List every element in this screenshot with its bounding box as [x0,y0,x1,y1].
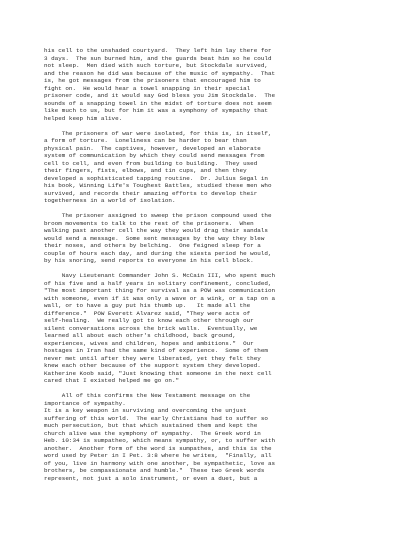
text-line: never met until after they were liberated, yet they felt they [44,354,261,362]
text-line: much persecution, but that which sustained them and kept the [44,422,258,429]
text-line: their fingers, fists, elbows, and tin cups, and then they [44,167,247,174]
text-line: Heb. 10:34 is sumpatheo, which means sympathy, or, to suffer with [44,437,276,444]
text-line: by his snoring, send reports to everyone in his cell block. [44,257,254,264]
text-line: sounds of a snapping towel in the midst of torture does not seem [44,99,272,107]
text-line: prisoner code, and it would say God bless you Jim Stockdale. The [44,92,276,99]
text-line: word used by Peter in I Pet. 3:8 where he writes, "Finally, all [44,452,272,459]
text-line: The prisoners of war were isolated, for this is, in itself, [44,129,272,137]
text-line: his book, Winning Life's Toughest Battles, studied these men who [44,182,272,189]
text-line: cared that I existed helped me go on." [44,377,180,384]
paragraph-3 [44,212,384,265]
text-line: cell to cell, and even from building to building. They used [44,159,258,167]
text-line: with someone, even if it was only a wave or a wink, or a tap on a [44,294,276,302]
text-line: All of this confirms the New Testament message on the [44,392,251,399]
text-line: fight on. He would hear a towel snapping in their special [44,84,251,92]
text-line: Navy Lieutenant Commander John S. McCain III, who spent much [44,272,276,279]
document-page [44,47,384,490]
paragraph-1 [44,47,384,122]
text-line: hostages in Iran had the same kind of experience. Some of them [44,347,268,354]
text-line: church alive was the symphony of sympathy. The Greek word in [44,429,261,437]
text-line: a form of torture. Loneliness can be harder to bear than [44,137,247,144]
text-line: learned all about each other's childhood, back ground, [44,332,236,339]
paragraph-2 [44,130,384,205]
text-line: wall, or to have a guy put his thumb up. It made all the [44,302,251,309]
text-line: togetherness in a world of isolation. [44,197,176,204]
text-line: of you, live in harmony with one another, be sympathetic, love as [44,459,276,467]
text-line: The prisoner assigned to sweep the prison compound used the [44,212,272,219]
text-line: another. Another form of the word is sumpathes, and this is the [44,444,272,452]
text-line: suffering of this world. The early Christians had to suffer so [44,414,268,422]
text-line: 3 days. The sun burned him, and the guards beat him so he could [44,54,272,62]
text-line: brothers, be compassionate and humble." These two Greek words [44,467,265,474]
text-line: walking past another cell the way they would drag their sandals [44,227,268,234]
text-line: not sleep. Men died with such torture, but Stockdale survived, [44,62,268,69]
text-line: "The most important thing for survival as a POW was communication [44,287,276,294]
text-line: and the reason he did was because of the music of sympathy. That [44,69,276,77]
paragraph-4 [44,272,384,385]
paragraph-5 [44,392,384,482]
text-line: importance of sympathy. [44,399,126,407]
text-line: knew each other because of the support system they developed. [44,362,261,369]
text-line: developed a sophisticated tapping routine. Dr. Julius Segal in [44,174,268,182]
text-line: system of communication by which they could send messages from [44,152,265,159]
text-line: his cell to the unshaded courtyard. They left him lay there for [44,47,272,54]
text-line: would send a message. Some sent messages by the way they blew [44,234,265,242]
text-line: broom movements to talk to the rest of the prisoners. When [44,219,254,227]
text-line: It is a key weapon in surviving and overcoming the unjust [44,407,247,414]
text-line: like much to us, but for him it was a symphony of sympathy that [44,107,268,114]
text-line: represent, not just a solo instrument, or even a duet, but a [44,474,258,482]
text-line: Katherine Koob said, "Just knowing that someone in the next cell [44,369,272,377]
text-line: survived, and records their amazing efforts to develop their [44,189,258,197]
text-line: self-healing. We really got to know each other through our [44,317,254,324]
text-line: silent conversations across the brick walls. Eventually, we [44,324,258,332]
text-line: experiences, wives and children, hopes and ambitions." Our [44,339,254,347]
text-line: is, he got messages from the prisoners that encouraged him to [44,77,261,84]
text-line: of his five and a half years in solitary confinement, concluded, [44,279,272,287]
text-line: their noses, and others by belching. One feigned sleep for a [44,242,261,249]
text-line: physical pain. The captives, however, developed an elaborate [44,144,261,152]
text-line: helped keep him alive. [44,114,123,122]
text-line: difference." POW Everett Alvarez said, "They were acts of [44,309,251,317]
text-line: couple of hours each day, and during the siesta period he would, [44,249,272,257]
